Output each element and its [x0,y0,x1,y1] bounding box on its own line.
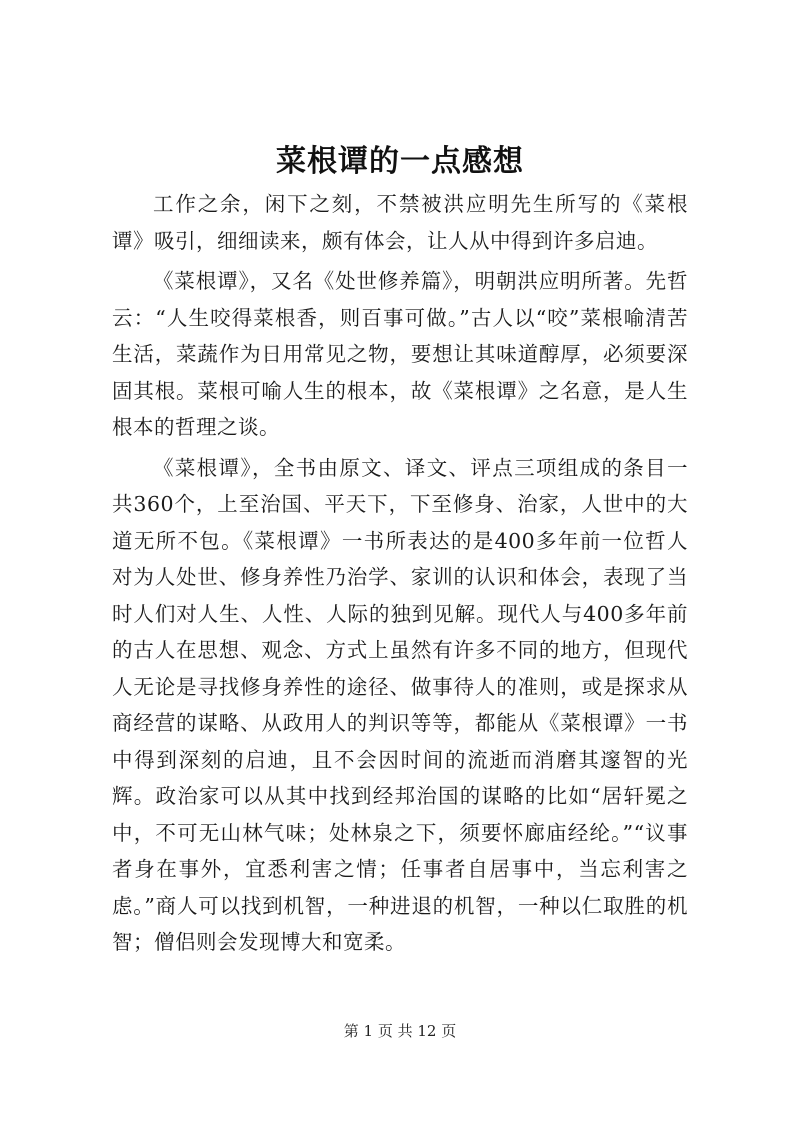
paragraph-book-content: 《菜根谭》，全书由原文、译文、评点三项组成的条目一共360个，上至治国、平天下，下至修身、治家，人世中的大道无所不包。《菜根谭》一书所表达的是400多年前一位哲人对为人处世、修身养性乃治学、家训的认识和体会，表现了当时人们对人生、人性、人际的独到见解。现代人与400多年前的古人在思想、观念、方式上虽然有许多不同的地方，但现代人无论是寻找修身养性的途径、做事待人的准则，或是探求从商经营的谋略、从政用人的判识等等，都能从《菜根谭》一书中得到深刻的启迪，且不会因时间的流逝而消磨其邃智的光辉。政治家可以从其中找到经邦治国的谋略的比如“居轩冕之中，不可无山林气味；处林泉之下，须要怀廊庙经纶。”“议事者身在事外，宜悉利害之情；任事者自居事中，当忘利害之虑。”商人可以找到机智，一种进退的机智，一种以仁取胜的机智；僧侣则会发现博大和宽柔。 [112,455,688,954]
paragraph-intro: 工作之余，闲下之刻，不禁被洪应明先生所写的《菜根谭》吸引，细细读来，颇有体会，让人从中得到许多启迪。 [112,192,688,253]
document-body [112,186,688,961]
document-title: 菜根谭的一点感想 [276,144,524,179]
paragraph-book-origin: 《菜根谭》，又名《处世修养篇》，明朝洪应明所著。先哲云：“人生咬得菜根香，则百事可做。”古人以“咬”菜根喻清苦生活，菜蔬作为日用常见之物，要想让其味道醇厚，必须要深固其根。菜根可喻人生的根本，故《菜根谭》之名意，是人生根本的哲理之谈。 [112,269,688,439]
page-footer: 第 1 页 共 12 页 [343,1022,457,1040]
